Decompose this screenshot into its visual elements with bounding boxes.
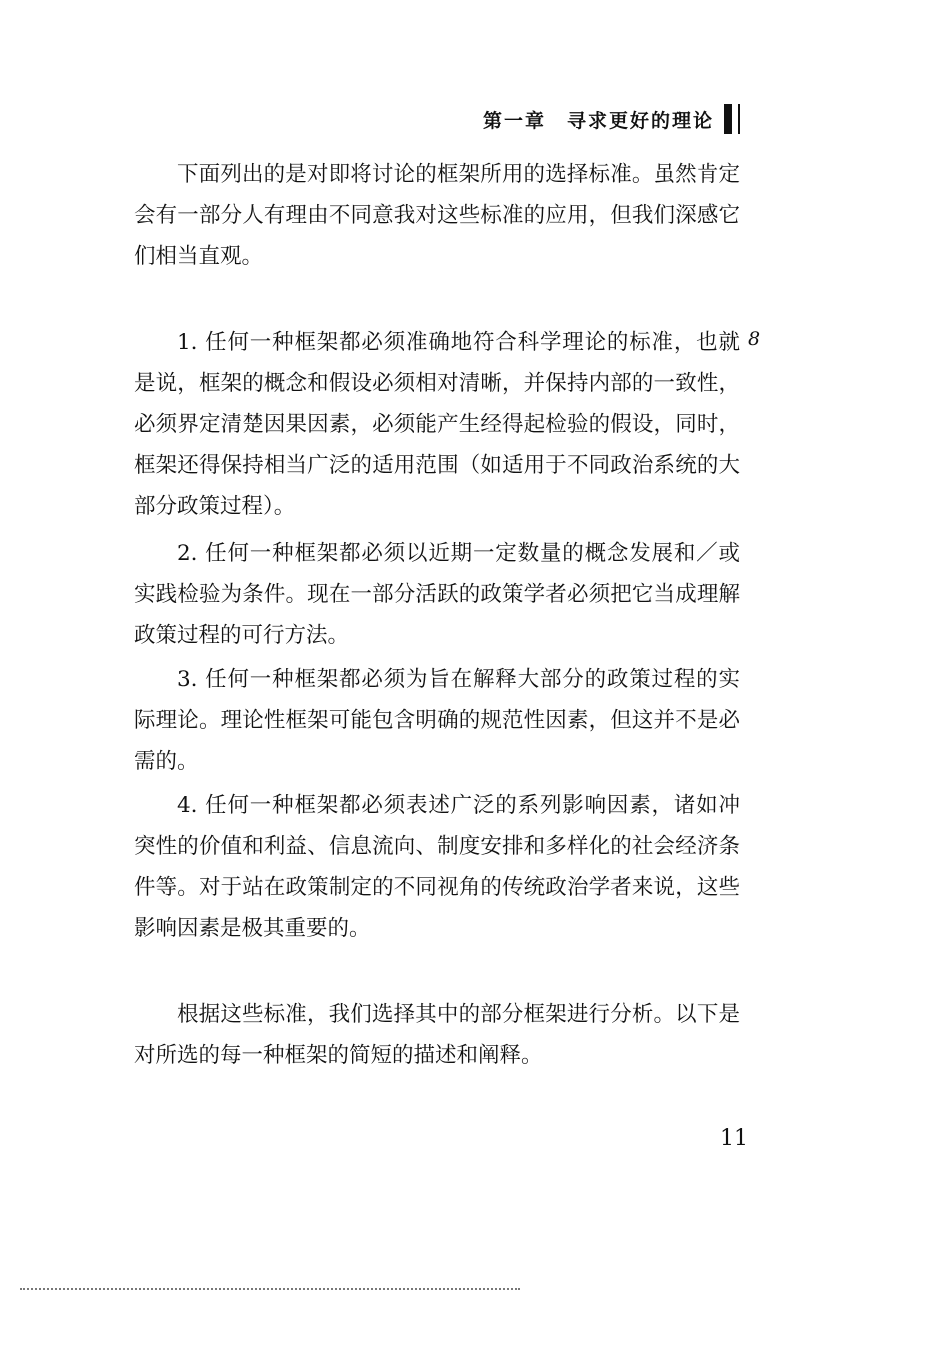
running-header	[470, 104, 750, 134]
page-number: 11	[720, 1126, 748, 1151]
scan-artifact-line	[20, 1288, 520, 1290]
criterion-2-paragraph: 2. 任何一种框架都必须以近期一定数量的概念发展和／或实践检验为条件。现在一部分活跃的政策学者必须把它当成理解政策过程的可行方法。	[134, 541, 740, 648]
criterion-1-paragraph: 1. 任何一种框架都必须准确地符合科学理论的标准，也就是说，框架的概念和假设必须相对清晰，并保持内部的一致性，必须界定清楚因果因素，必须能产生经得起检验的假设，同时，框架还得保持相当广泛的适用范围（如适用于不同政治系统的大部分政策过程）。	[134, 330, 740, 519]
conclusion-paragraph: 根据这些标准，我们选择其中的部分框架进行分析。以下是对所选的每一种框架的简短的描述和阐释。	[134, 1002, 740, 1068]
criterion-4-paragraph: 4. 任何一种框架都必须表述广泛的系列影响因素，诸如冲突性的价值和利益、信息流向、制度安排和多样化的社会经济条件等。对于站在政策制定的不同视角的传统政治学者来说，这些影响因素是极其重要的。	[134, 793, 740, 941]
intro-paragraph: 下面列出的是对即将讨论的框架所用的选择标准。虽然肯定会有一部分人有理由不同意我对这些标准的应用，但我们深感它们相当直观。	[134, 162, 740, 269]
chapter-title: 第一章 寻求更好的理论	[482, 110, 714, 132]
header-thin-bar	[738, 104, 740, 134]
criterion-3-paragraph: 3. 任何一种框架都必须为旨在解释大部分的政策过程的实际理论。理论性框架可能包含明确的规范性因素，但这并不是必需的。	[134, 667, 740, 774]
header-thick-bar	[724, 104, 732, 134]
margin-page-reference: 8	[748, 328, 761, 350]
